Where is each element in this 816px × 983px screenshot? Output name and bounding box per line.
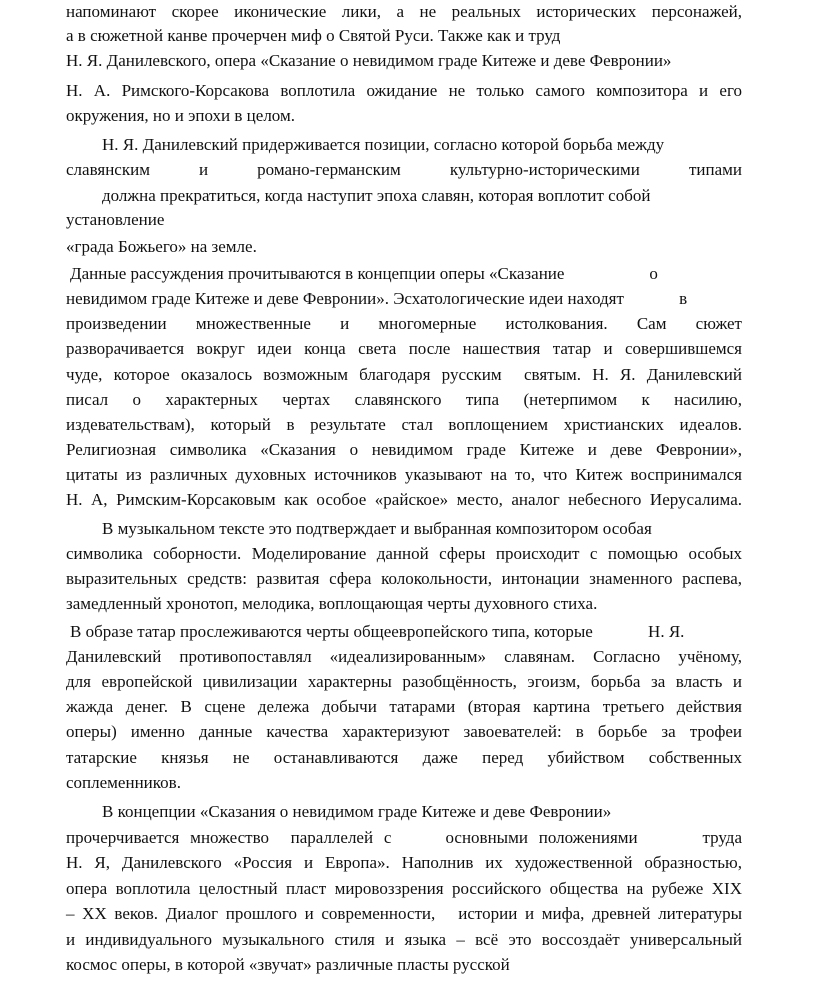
text-line: писал о характерных чертах славянского типа (нетерпимом к насилию, [66,390,742,409]
text-line: Данилевский противопоставлял «идеализированным» славянам. Согласно учёному, [66,647,742,666]
text-line: Н. Я. Данилевского, опера «Сказание о невидимом граде Китеже и деве Февронии» [66,51,672,70]
text-line: Н. А. Римского-Корсакова воплотила ожидание не только самого композитора и его [66,81,742,100]
text-line: оперы) именно данные качества характеризуют завоевателей: в борьбе за трофеи [66,722,742,741]
text-line: Религиозная символика «Сказания о невидимом граде Китеже и деве Февронии», [66,440,742,459]
text-line: «града Божьего» на земле. [66,237,257,256]
text-line: славянским и романо-германским культурно-историческими типами [66,160,742,179]
text-line: произведении множественные и многомерные истолкования. Сам сюжет [66,314,742,333]
text-line: издевательствам), который в результате стал воплощением христианских идеалов. [66,415,742,434]
text-line: Н. Я, Данилевского «Россия и Европа». Наполнив их художественной образностью, [66,853,742,872]
text-line: окружения, но и эпохи в целом. [66,106,295,125]
text-line: Данные рассуждения прочитываются в концепции оперы «Сказание о [70,264,658,283]
text-line: космос оперы, в которой «звучат» различные пласты русской [66,955,510,974]
text-line: жажда денег. В сцене дележа добычи татарами (вторая картина третьего действия [66,697,742,716]
text-line: опера воплотила целостный пласт мировоззрения российского общества на рубеже XIX [66,879,742,898]
text-line: напоминают скорее иконические лики, а не реальных исторических персонажей, [66,2,742,21]
text-line: – XX веков. Диалог прошлого и современности, истории и мифа, древней литературы [66,904,742,923]
text-line: замедленный хронотоп, мелодика, воплощающая черты духовного стиха. [66,594,598,613]
text-line: для европейской цивилизации характерны разобщённость, эгоизм, борьба за власть и [66,672,742,691]
text-line: чуде, которое оказалось возможным благодаря русским святым. Н. Я. Данилевский [66,365,742,384]
text-line: разворачивается вокруг идеи конца света после нашествия татар и совершившемся [66,339,742,358]
text-line: В музыкальном тексте это подтверждает и выбранная композитором особая [102,519,652,538]
text-line: цитаты из различных духовных источников указывают на то, что Китеж воспринимался [66,465,742,484]
text-line: татарские князья не останавливаются даже перед убийством собственных [66,748,742,767]
text-line: и индивидуального музыкального стиля и языка – всё это воссоздаёт универсальный [66,930,742,949]
text-line: Н. А, Римским-Корсаковым как особое «райское» место, аналог небесного Иерусалима. [66,490,742,509]
text-line: символика соборности. Моделирование данной сферы происходит с помощью особых [66,544,742,563]
text-line: выразительных средств: развитая сфера колокольности, интонации знаменного распева, [66,569,742,588]
text-line: установление [66,210,165,229]
text-line: а в сюжетной канве прочерчен миф о Святой Руси. Также как и труд [66,26,561,45]
text-line: прочерчивается множество параллелей с основными положениями труда [66,828,742,847]
text-line: В концепции «Сказания о невидимом граде Китеже и деве Февронии» [102,802,612,821]
text-line: Н. Я. Данилевский придерживается позиции, согласно которой борьба между [102,135,665,154]
text-line: В образе татар прослеживаются черты общеевропейского типа, которые Н. Я. [70,622,685,641]
text-line: должна прекратиться, когда наступит эпоха славян, которая воплотит собой [102,186,651,205]
text-line: невидимом граде Китеже и деве Февронии». Эсхатологические идеи находят в [66,289,688,308]
text-line: соплеменников. [66,773,181,792]
